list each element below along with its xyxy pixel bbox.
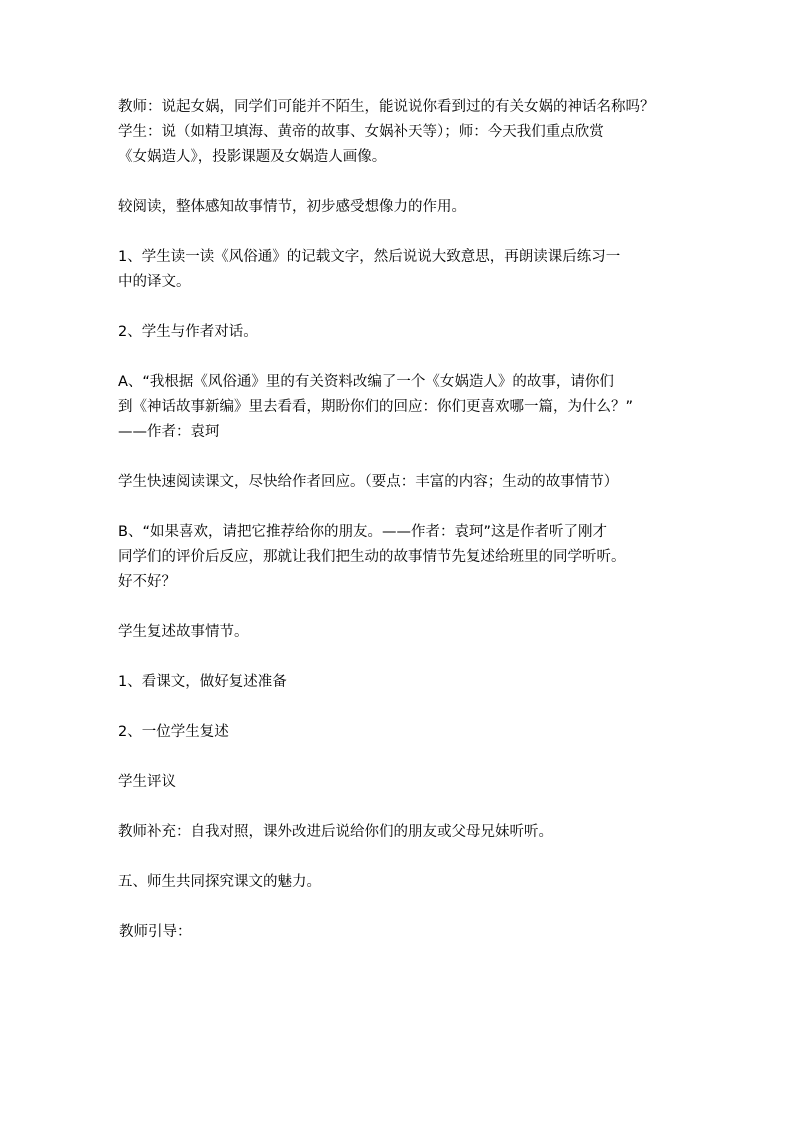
text-line: 学生评议 [118,774,176,790]
text-line: 2、一位学生复述 [118,724,229,740]
text-line: ——作者：袁珂 [118,424,220,440]
text-line: B、“如果喜欢，请把它推荐给你的朋友。——作者：袁珂”这是作者听了刚才 [118,524,607,540]
paragraph [118,245,698,295]
text-line: 教师：说起女娲，同学们可能并不陌生，能说说你看到过的有关女娲的神话名称吗？ [118,99,655,115]
paragraph [118,470,698,495]
text-line: 1、看课文，做好复述准备 [118,674,287,690]
paragraph [118,920,698,945]
paragraph [118,670,698,695]
paragraph [118,195,698,220]
section-heading [118,870,698,895]
text-line: 学生快速阅读课文，尽快给作者回应。（要点：丰富的内容；生动的故事情节） [118,474,619,490]
text-line: 《女娲造人》，投影课题及女娲造人画像。 [118,149,387,165]
text-line: 到《神话故事新编》里去看看，期盼你们的回应：你们更喜欢哪一篇，为什么？” [118,399,634,415]
text-line: 学生：说（如精卫填海、黄帝的故事、女娲补天等）；师：今天我们重点欣赏 [118,124,604,140]
paragraph [118,520,698,595]
text-line: 同学们的评价后反应，那就让我们把生动的故事情节先复述给班里的同学听听。 [118,549,626,565]
paragraph [118,770,698,795]
paragraph [118,95,698,170]
text-line: 较阅读，整体感知故事情节，初步感受想像力的作用。 [118,199,466,215]
document-body [118,95,698,970]
paragraph [118,820,698,845]
text-line: 五、师生共同探究课文的魅力。 [118,874,321,890]
text-line: 学生复述故事情节。 [118,624,249,640]
text-line: A、“我根据《风俗通》里的有关资料改编了一个《女娲造人》的故事，请你们 [118,374,614,390]
paragraph [118,320,698,345]
text-line: 教师补充：自我对照，课外改进后说给你们的朋友或父母兄妹听听。 [118,824,553,840]
paragraph [118,620,698,645]
paragraph [118,720,698,745]
text-line: 2、学生与作者对话。 [118,324,258,340]
text-line: 中的译文。 [118,274,191,290]
text-line: 教师引导： [119,924,192,940]
text-line: 好不好？ [118,574,176,590]
paragraph [118,370,698,445]
text-line: 1、学生读一读《风俗通》的记载文字，然后说说大致意思，再朗读课后练习一 [118,249,621,265]
